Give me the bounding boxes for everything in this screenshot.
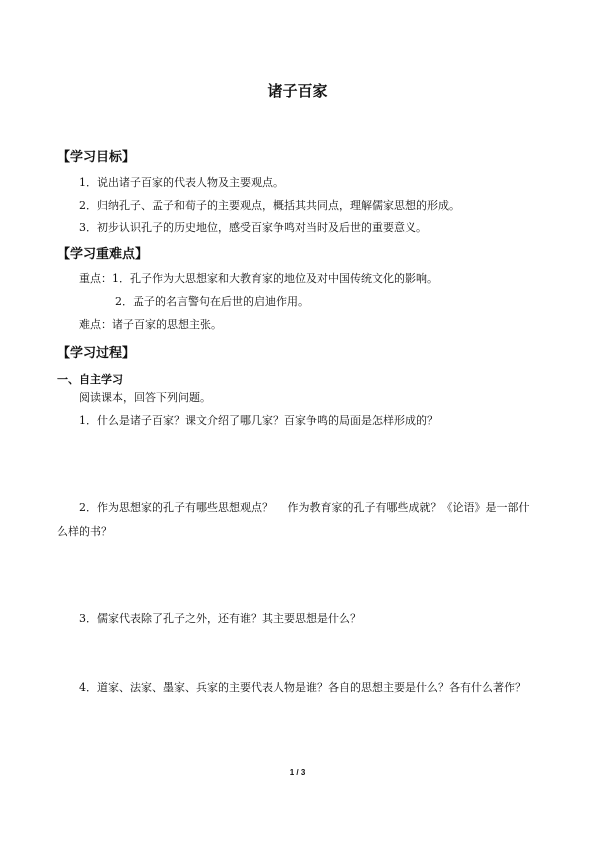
difficulty-point: 难点：诸子百家的思想主张。: [79, 318, 222, 331]
objectives-heading: 【学习目标】: [57, 150, 136, 165]
question-4: 4．道家、法家、墨家、兵家的主要代表人物是谁？各自的思想主要是什么？各有什么著作？: [79, 681, 526, 694]
focus-heading: 【学习重难点】: [57, 247, 149, 262]
page-title: 诸子百家: [267, 82, 328, 100]
question-1: 1．什么是诸子百家？课文介绍了哪几家？百家争鸣的局面是怎样形成的？: [79, 414, 438, 427]
process-heading: 【学习过程】: [57, 346, 136, 361]
question-3: 3．儒家代表除了孔子之外，还有谁？其主要思想是什么？: [79, 612, 361, 625]
page-number: 1 / 3: [289, 768, 306, 777]
objective-item-3: 3．初步认识孔子的历史地位，感受百家争鸣对当时及后世的重要意义。: [79, 221, 427, 234]
question-2: 2．作为思想家的孔子有哪些思想观点？ 作为教育家的孔子有哪些成就？《论语》是一部什么样的书？: [57, 501, 530, 538]
self-study-heading: 一、自主学习: [57, 373, 123, 386]
key-point-1: 重点：1．孔子作为大思想家和大教育家的地位及对中国传统文化的影响。: [79, 272, 438, 285]
objective-item-2: 2．归纳孔子、孟子和荀子的主要观点，概括其共同点，理解儒家思想的形成。: [79, 199, 460, 212]
objective-item-1: 1．说出诸子百家的代表人物及主要观点。: [79, 176, 284, 189]
study-instruction: 阅读课本，回答下列问题。: [79, 391, 211, 404]
key-point-2: 2．孟子的名言警句在后世的启迪作用。: [115, 295, 309, 308]
